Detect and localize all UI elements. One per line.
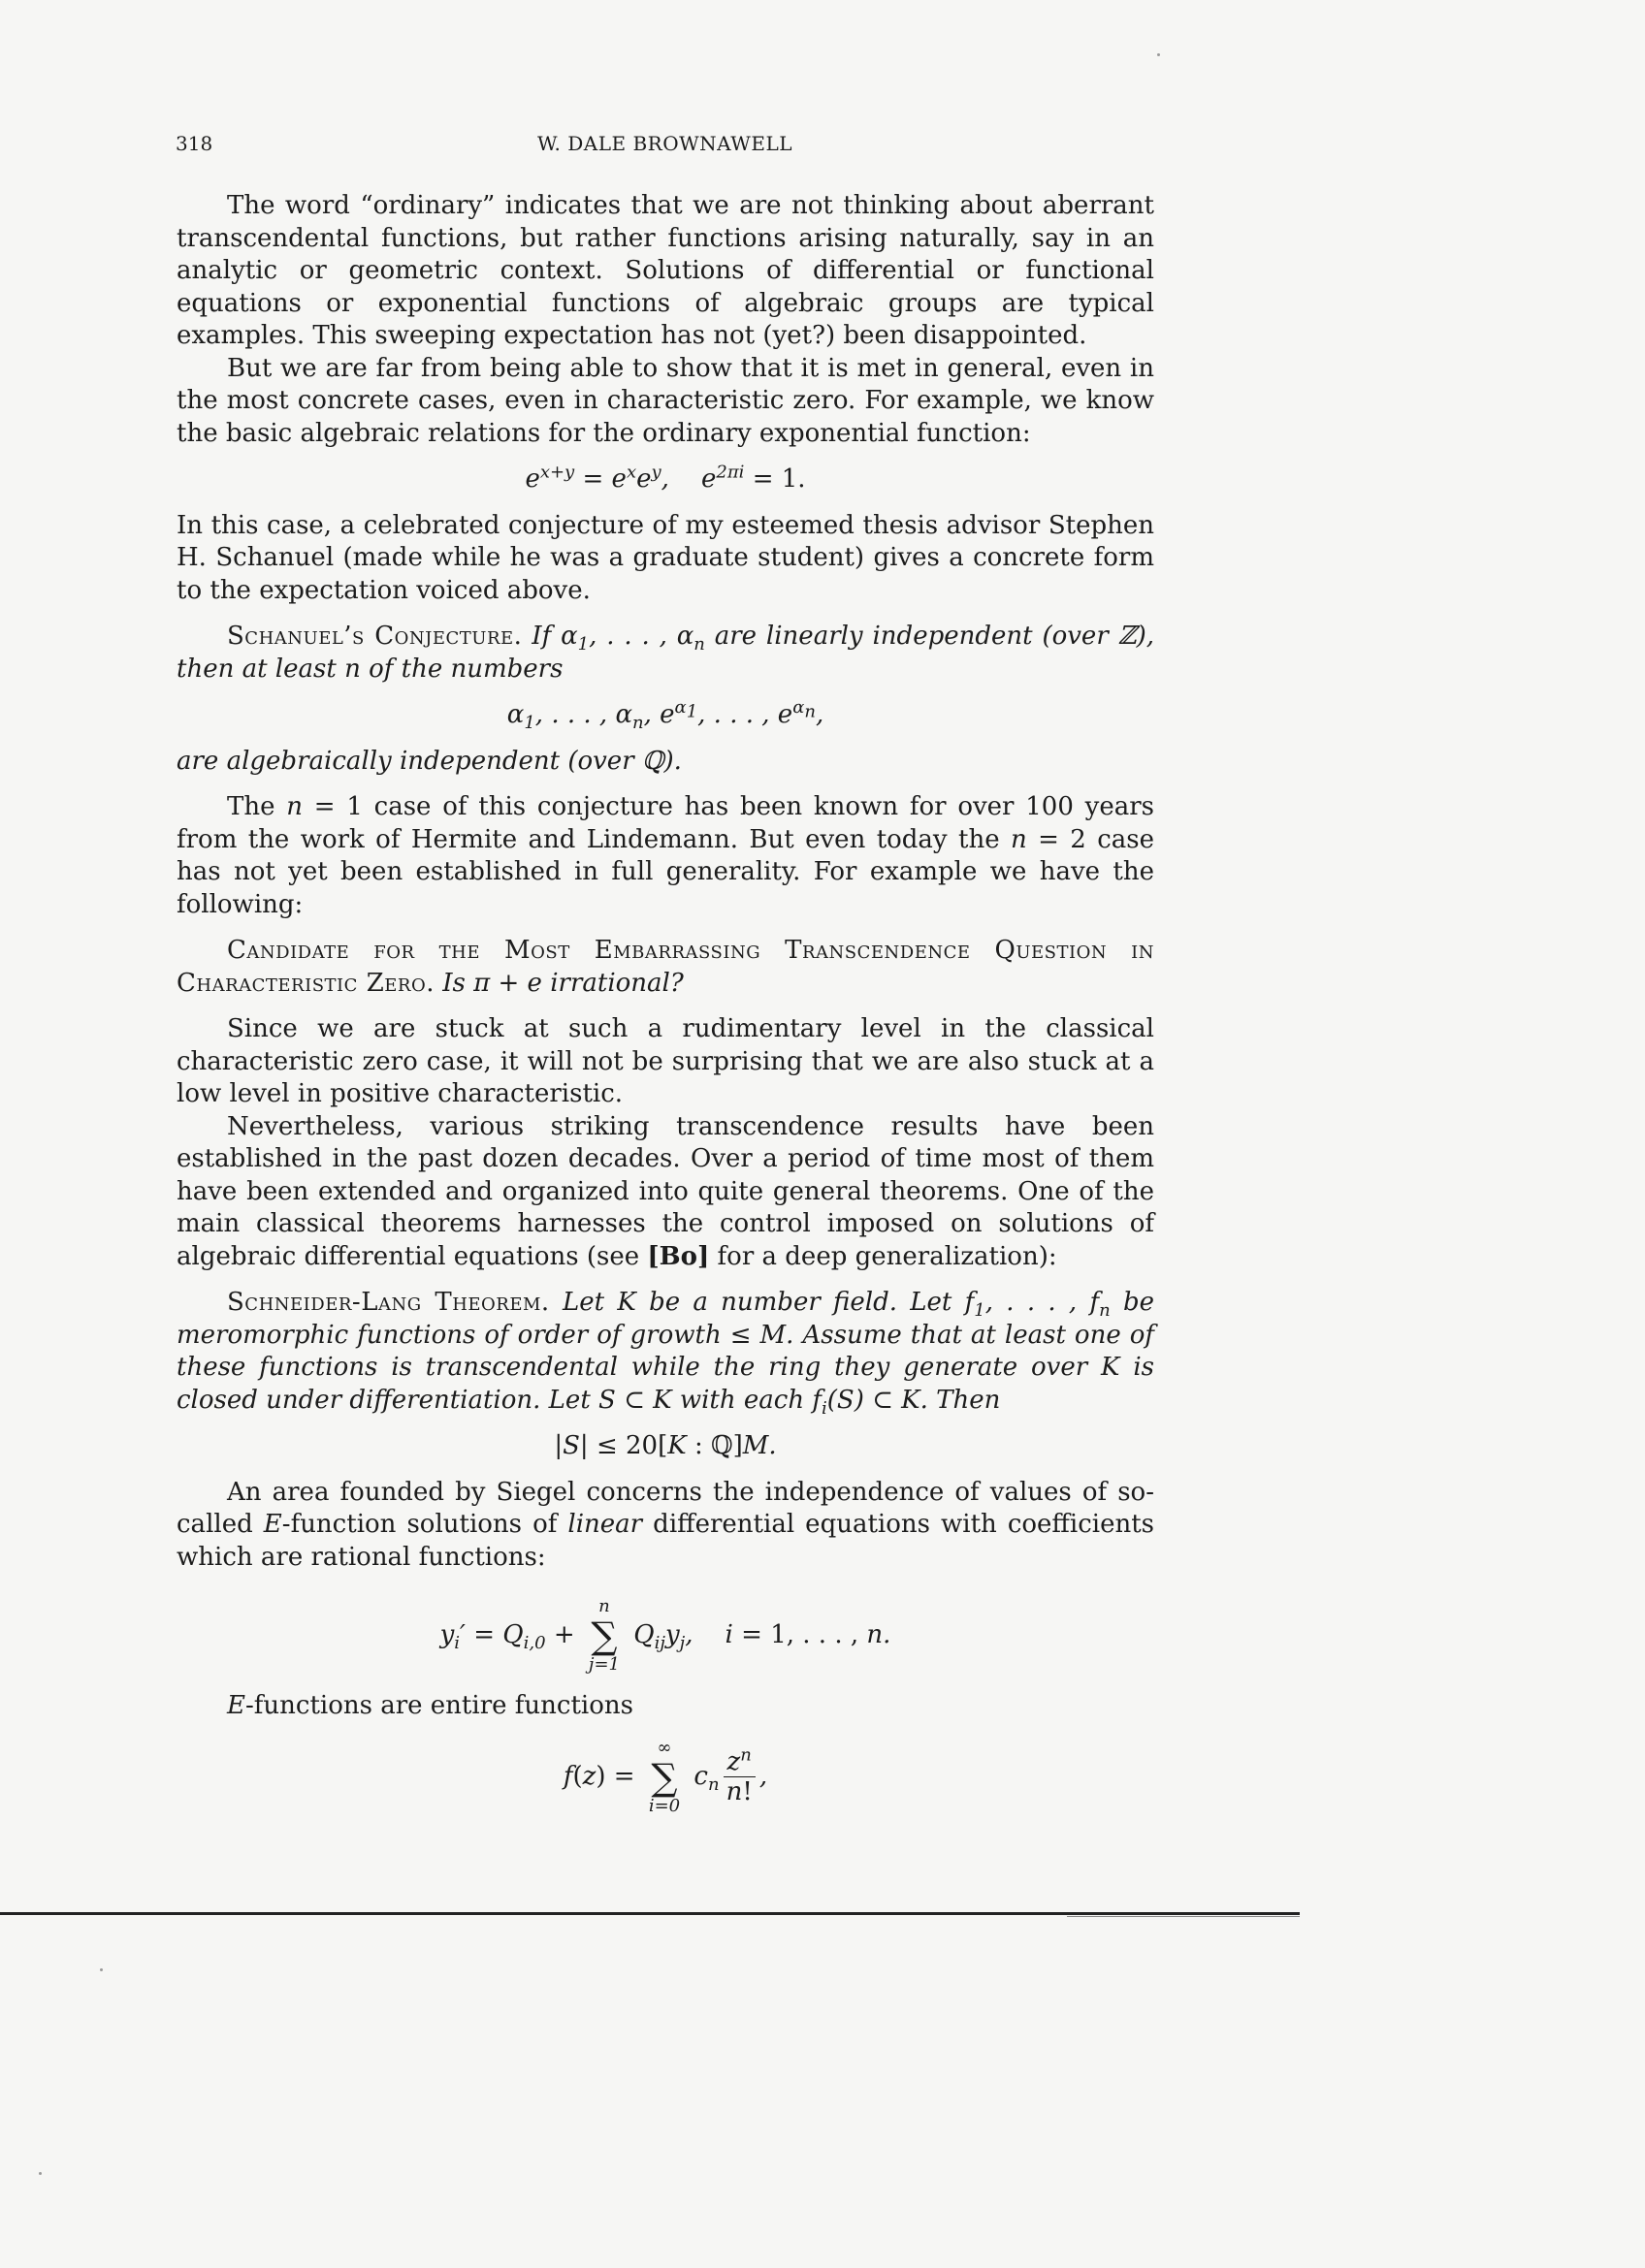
conjecture-conclusion: are algebraically independent (over ℚ). (177, 746, 682, 776)
equation-schneider-lang-bound: |S| ≤ 20[K : ℚ]M. (554, 1431, 777, 1460)
summation-i: ∞ ∑ i=0 (648, 1737, 681, 1816)
scan-speck (1157, 53, 1160, 56)
scan-edge-line (0, 1912, 1300, 1915)
paragraph-ordinary: The word “ordinary” indicates that we are not thinking about aberrant transcendental functions, but rather functions arising naturally, say in an analytic or geometric context. Solutions of differential or functional equations or exponential functions of algebraic groups are typical examples. This sweeping expectation has not (yet?) been disappointed. (177, 191, 1154, 350)
equation-exponential-relations: $e^{x+y} = e^xe^y$, $e^{2\pi i} = 1$. (525, 462, 806, 494)
schanuel-conjecture: Schanuel’s Conjecture. If $\alpha_1$, . . . , $\alpha_n$ are linearly independent (over ℤ), then at least n of the numbers (177, 622, 1155, 684)
equation-e-function-series: f(z) = ∞ ∑ i=0 $c_n$ $\frac{z^n}{n!}$ , (563, 1737, 768, 1816)
paragraph-siegel: An area founded by Siegel concerns the independence of values of so-called E-function solutions of linear differential equations with coefficients which are rational functions: (177, 1477, 1155, 1572)
summation-j: n ∑ j=1 (588, 1596, 620, 1675)
citation-bo: [Bo] (647, 1241, 710, 1271)
scan-speck (100, 1968, 103, 1971)
candidate-question: Candidate for the Most Embarrassing Transcendence Question in Characteristic Zero. Is π + e irrational? (177, 936, 1154, 998)
page-number: 318 (176, 132, 213, 155)
fraction-z-n-factorial: $\frac{z^n}{n!}$ (724, 1747, 756, 1806)
paragraph-e-functions: E-functions are entire functions (227, 1691, 633, 1720)
paragraph-schanuel-intro: In this case, a celebrated conjecture of my esteemed thesis advisor Stephen H. Schanuel (made while he was a graduate student) gives a concrete form to the expectation voiced above. (177, 510, 1154, 605)
conjecture-title: Schanuel’s Conjecture. (227, 622, 523, 651)
candidate-title: Candidate for the Most Embarrassing Transcendence Question in Characteristic Zero. (177, 936, 1154, 998)
running-head-author: W. DALE BROWNAWELL (536, 132, 793, 155)
schneider-lang-theorem: Schneider-Lang Theorem. Let K be a number field. Let $f_1$, . . . , $f_n$ be meromorphic functions of order of growth ≤ M. Assume that at least one of these functions is transcendental while the ring they generate over K is closed under differentiation. Let S ⊂ K with each $f_i(S)$ ⊂ K. Then (177, 1288, 1155, 1419)
paragraph-far-from: But we are far from being able to show that it is met in general, even in the most concrete cases, even in characteristic zero. For example, we know the basic algebraic relations for the ordinary exponential function: (177, 353, 1154, 448)
theorem-title: Schneider-Lang Theorem. (227, 1288, 550, 1317)
paragraph-stuck: Since we are stuck at such a rudimentary level in the classical characteristic zero case, it will not be surprising that we are also stuck at a low level in positive characteristic. (177, 1014, 1154, 1108)
equation-linear-system: $y_i' = Q_{i,0} + n$ ∑ j=1 $Q_{ij}y_j$, i = 1, . . . , n. (439, 1596, 891, 1675)
running-header (176, 132, 1154, 161)
scan-speck (39, 2172, 42, 2175)
paragraph-nevertheless: Nevertheless, various striking transcendence results have been established in the past dozen decades. Over a period of time most of them have been extended and organized into quite general theorems. One of the main classical theorems harnesses the control imposed on solutions of algebraic differential equations (see [Bo] for a deep generalization): (177, 1111, 1154, 1271)
scan-edge-line-faint (1067, 1916, 1300, 1917)
equation-schanuel-numbers: $\alpha_1$, . . . , $\alpha_n$, $e^{\alpha_1}$, . . . , $e^{\alpha_n}$, (506, 697, 824, 734)
body-text (177, 190, 1154, 1832)
paragraph-n-equals-1: The n = 1 case of this conjecture has been known for over 100 years from the work of Hermite and Lindemann. But even today the n = 2 case has not yet been established in full generality. For example we have the following: (177, 792, 1155, 919)
